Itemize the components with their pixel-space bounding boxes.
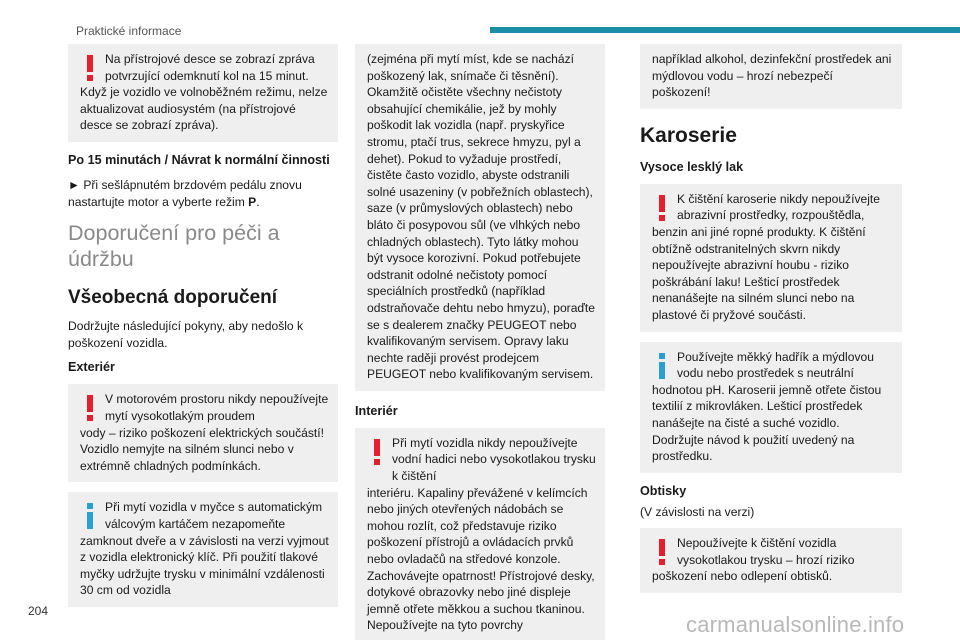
info-text: (zejména při mytí míst, kde se nachází poškozený lak, snímače či těsnění). Okamžitě očistěte všechny nečistoty obsahující chemikálie, jež by mohly poškodit lak vozidla (např. pryskyřice stromu, ptačí trus, sekrece hmyzu, pyl a dehet). Pokud to vyžaduje prostředí, čistěte často vozidlo, abyste odstranili solné usazeniny (v pobřežních oblastech), saze (v průmyslových oblastech) nebo bláto či posypovou sůl (ve vlhkých nebo chladných oblastech). Tyto látky mohou být vysoce korozivní. Pokud potřebujete odstranit odolné nečistoty pomocí speciálních prostředků (například odstraňovače dehtu nebo hmyzu), poraďte se s dealerem značky PEUGEOT nebo kvalifikovaným servisem. Opravy laku nechte raději provést prodejcem PEUGEOT nebo kvalifikovaným servisem. <box>367 52 595 382</box>
warning-icon <box>652 194 672 222</box>
warning-box <box>355 428 605 640</box>
warning-text: například alkohol, dezinfekční prostředek ani mýdlovou vodu – hrozí nebezpečí poškození! <box>652 52 892 100</box>
warning-text-lead: Na přístrojové desce se zobrazí zpráva potvrzující odemknutí kol na 15 minut. <box>105 52 315 83</box>
header-accent-bar <box>490 27 960 33</box>
info-text: zamknout dveře a v závislosti na verzi vyjmout z vozidla elektronický klíč. Při použití tlakové myčky udržujte trysku v minimální vzdálenosti 30 cm od vozidla <box>80 533 329 598</box>
info-box-continued <box>355 44 605 391</box>
warning-text-lead: Při mytí vozidla nikdy nepoužívejte vodní hadici nebo vysokotlakou trysku k čištění <box>392 435 596 484</box>
warning-box <box>640 528 902 593</box>
running-header: Praktické informace <box>76 24 182 38</box>
warning-box <box>68 384 338 482</box>
warning-box-continued <box>640 44 902 109</box>
info-text-lead: Používejte měkký hadřík a mýdlovou vodu nebo prostředek s neutrální <box>677 349 874 381</box>
warning-icon <box>652 538 672 566</box>
step-instruction: ► Při sešlápnutém brzdovém pedálu znovu nastartujte motor a vyberte režim P. <box>68 177 302 209</box>
general-text: Dodržujte následující pokyny, aby nedošlo k poškození vozidla. <box>68 319 304 350</box>
warning-icon <box>80 54 100 82</box>
info-icon <box>80 502 100 530</box>
info-box <box>640 342 902 473</box>
page-number: 204 <box>28 604 49 618</box>
column-1 <box>68 44 338 617</box>
warning-text: interiéru. Kapaliny převážené v kelímcích nebo jiných otevřených nádobách se mohou rozlít, což představuje riziko poškození přístrojů a ovládacích prvků nebo ovladačů na středové konzole. Zachovávejte opatrnost! Přístrojové desky, dotykové obrazovky nebo jiné displeje jemně otřete měkkou a suchou tkaninou. Nepoužívejte na tyto povrchy <box>367 485 595 633</box>
column-3 <box>640 44 902 603</box>
info-text-lead: Při mytí vozidla v myčce s automatickým válcovým kartáčem nezapomeňte <box>105 500 323 531</box>
warning-icon <box>367 438 387 466</box>
section-title: Doporučení pro péči a údržbu <box>68 221 280 272</box>
warning-text-lead: Nepoužívejte k čištění vozidla vysokotlakou trysku – hrozí riziko <box>677 536 855 567</box>
column-2 <box>355 44 605 640</box>
warning-box <box>68 44 338 142</box>
warning-text: poškození nebo odlepení obtisků. <box>652 569 833 584</box>
exterior-heading: Exteriér <box>68 360 115 375</box>
watermark: carmanualsonline.info <box>686 612 905 637</box>
info-icon <box>652 352 672 380</box>
warning-text: benzin ani jiné ropné produkty. K čištění obtížně odstranitelných skvrn nikdy nepoužívejte abrazivní houbu - riziko poškrábání laku! Lešticí prostředek nenanášejte na silném slunci nebo na plastové či pryžové součásti. <box>652 224 866 322</box>
warning-icon <box>80 394 100 422</box>
general-heading: Všeobecná doporučení <box>68 287 278 309</box>
mode-p: P <box>248 194 257 209</box>
info-text: hodnotou pH. Karoserii jemně otřete čistou textilií z mikrovláken. Lešticí prostředek nanášejte na čisté a suché vozidlo. Dodržujte návod k použití uvedený na prostředku. <box>652 382 882 464</box>
warning-text-lead: V motorovém prostoru nikdy nepoužívejte mytí vysokotlakým proudem <box>105 392 329 423</box>
stickers-note: (V závislosti na verzi) <box>640 504 755 519</box>
info-box <box>68 492 338 607</box>
stickers-heading: Obtisky <box>640 483 687 498</box>
gloss-paint-heading: Vysoce lesklý lak <box>640 159 744 174</box>
warning-text-lead: K čištění karoserie nikdy nepoužívejte abrazivní prostředky, rozpouštědla, <box>677 191 881 223</box>
warning-text: Když je vozidlo ve volnoběžném režimu, nelze aktualizovat audiosystém (na přístrojové desce se zobrazí zpráva). <box>80 85 328 133</box>
body-heading: Karoserie <box>640 123 737 147</box>
interior-heading: Interiér <box>355 403 398 418</box>
warning-box <box>640 184 902 332</box>
warning-text: vody – riziko poškození elektrických součástí! Vozidlo nemyjte na silném slunci nebo v extrémně chladných podmínkách. <box>80 425 324 473</box>
subheading-15-minutes: Po 15 minutách / Návrat k normální činnosti <box>68 152 330 167</box>
